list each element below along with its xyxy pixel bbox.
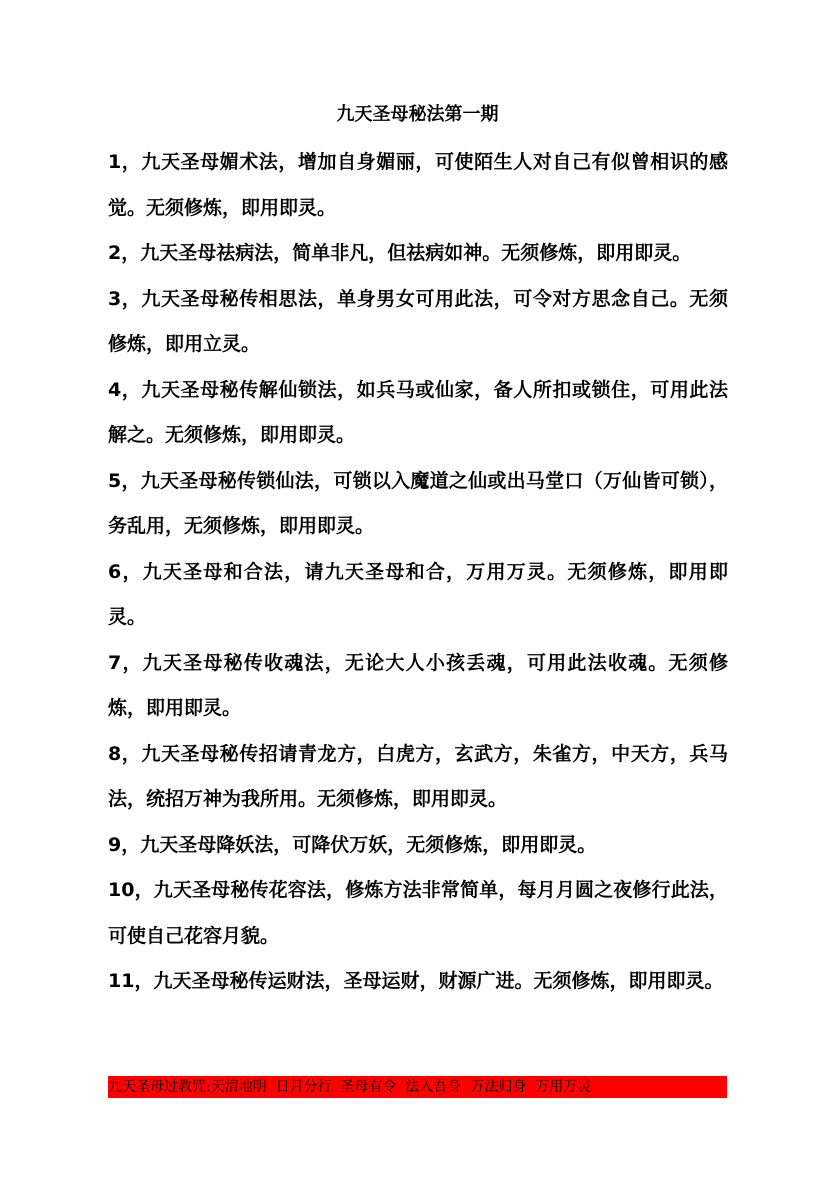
list-item: 6，九天圣母和合法，请九天圣母和合，万用万灵。无须修炼，即用即灵。 [108,560,728,628]
list-item: 2，九天圣母祛病法，简单非凡，但祛病如神。无须修炼，即用即灵。 [108,242,692,264]
list-item: 9，九天圣母降妖法，可降伏万妖，无须修炼，即用即灵。 [108,833,597,856]
item-list [108,140,728,1005]
list-item: 5，九天圣母秘传锁仙法，可锁以入魔道之仙或出马堂口（万仙皆可锁），务乱用，无须修炼，即用即灵。 [108,469,728,537]
list-item: 7，九天圣母秘传收魂法，无论大人小孩丢魂，可用此法收魂。无须修炼，即用即灵。 [108,651,728,719]
incantation-banner: 九天圣母过教咒:天清地明 日月分行 圣母有令 法入吾身 万法归身 万用万灵 [108,1076,727,1098]
document-title: 九天圣母秘法第一期 [336,104,499,125]
list-item: 4，九天圣母秘传解仙锁法，如兵马或仙家，备人所扣或锁住，可用此法解之。无须修炼，即用即灵。 [108,378,728,446]
list-item: 11，九天圣母秘传运财法，圣母运财，财源广进。无须修炼，即用即灵。 [108,970,724,992]
list-item: 1，九天圣母媚术法，增加自身媚丽，可使陌生人对自己有似曾相识的感觉。无须修炼，即用即灵。 [108,151,728,219]
list-item: 10，九天圣母秘传花容法，修炼方法非常简单，每月月圆之夜修行此法，可使自己花容月貌。 [108,879,728,947]
list-item: 3，九天圣母秘传相思法，单身男女可用此法，可令对方思念自己。无须修炼，即用立灵。 [108,287,728,355]
list-item: 8，九天圣母秘传招请青龙方，白虎方，玄武方，朱雀方，中天方，兵马法，统招万神为我所用。无须修炼，即用即灵。 [108,742,728,810]
